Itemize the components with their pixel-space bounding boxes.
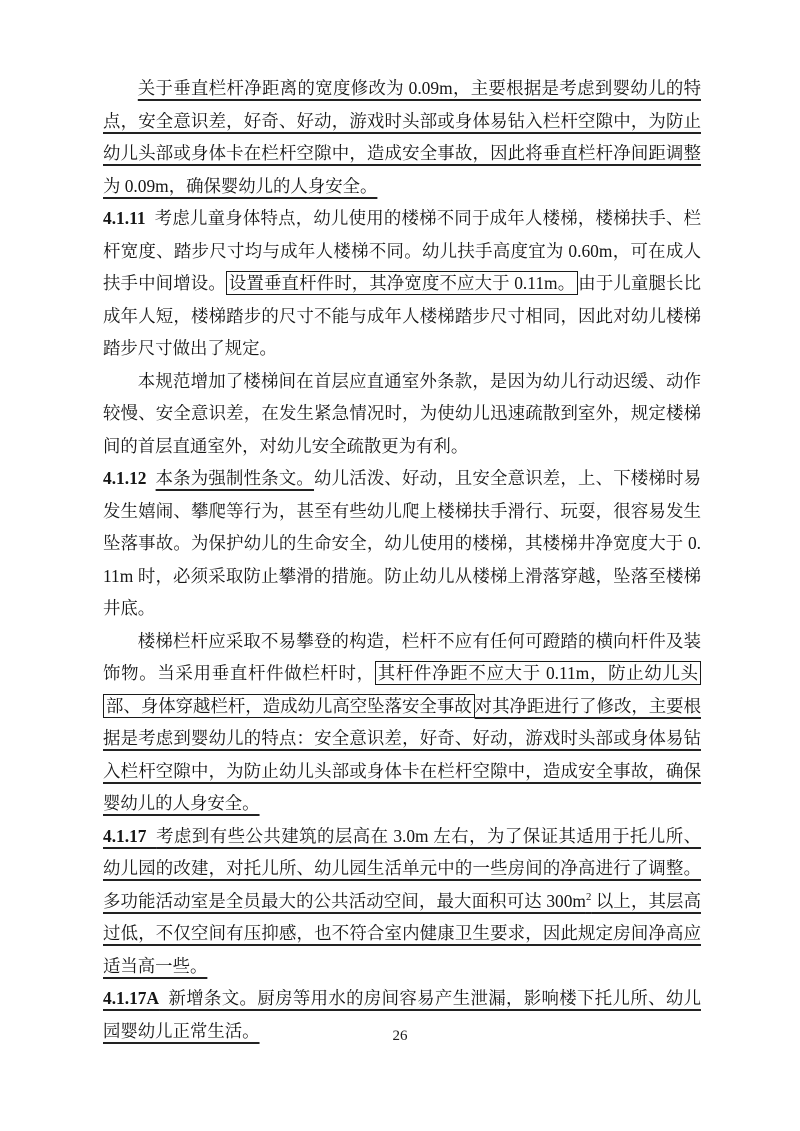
underlined-revision-text: 对其净距进行了修改，主要根据是考虑到婴幼儿的特点：安全意识差，好奇、好动，游戏时头部或身体易钻入栏杆空隙中，为防止幼儿头部或身体卡在栏杆空隙中，造成安全事故，确保婴幼儿的人身安全。 (103, 695, 701, 813)
section-number-4-1-17a: 4.1.17A (103, 988, 160, 1008)
body-text: 楼梯栏杆应采取不易攀登的构造，栏杆不应有任何可蹬踏的横向杆件及装饰物。当采用垂直杆件做栏杆时， (103, 630, 701, 683)
paragraph-clause-4-1-12 (103, 462, 701, 625)
section-number-4-1-11: 4.1.11 (103, 208, 146, 228)
underlined-revision-text: 关于垂直栏杆净距离的宽度修改为 0.09m，主要根据是考虑到婴幼儿的特点，安全意识差，好奇、好动，游戏时头部或身体易钻入栏杆空隙中，为防止幼儿头部或身体卡在栏杆空隙中，造成安全事故，因此将垂直栏杆净间距调整为 0.09m，确保婴幼儿的人身安全。 (103, 78, 701, 196)
page-number: 26 (392, 1028, 408, 1044)
section-number-4-1-12: 4.1.12 (103, 468, 147, 488)
paragraph-clause-4-1-11 (103, 202, 701, 365)
boxed-provision-stair-width: 设置垂直杆件时，其净宽度不应大于 0.11m。 (226, 271, 578, 295)
page-body (103, 72, 701, 1047)
paragraph-clause-4-1-17 (103, 820, 701, 983)
underlined-clause-text: 考虑到有些公共建筑的层高在 3.0m 左右，为了保证其适用于托儿所、幼儿园的改建，对托儿所、幼儿园生活单元中的一些房间的净高进行了调整。多功能活动室是全员最大的公共活动空间，最大面积可达 300m (103, 825, 702, 911)
boxed-provision-railing-gap: 其杆件净距不应大于 0.11m，防止幼儿头部、身体穿越栏杆，造成幼儿高空坠落安全事故 (103, 661, 701, 718)
page-footer (0, 1026, 800, 1046)
superscript-square-meters: 2 (585, 890, 592, 903)
underlined-clause-text: 以上，其层高过低，不仅空间有压抑感，也不符合室内健康卫生要求，因此规定房间净高应适当高一些。 (103, 890, 701, 976)
underlined-clause-text: 新增条文。厨房等用水的房间容易产生泄漏，影响楼下托儿所、幼儿园婴幼儿正常生活。 (103, 988, 701, 1041)
paragraph-stairwell-exit-note (103, 365, 701, 463)
clause-body-text: 考虑儿童身体特点，幼儿使用的楼梯不同于成年人楼梯，楼梯扶手、栏杆宽度、踏步尺寸均与成年人楼梯不同。幼儿扶手高度宜为 0.60m，可在成人扶手中间增设。 (103, 208, 701, 293)
clause-body-text: 由于儿童腿长比成年人短，楼梯踏步的尺寸不能与成年人楼梯踏步尺寸相同，因此对幼儿楼梯踏步尺寸做出了规定。 (103, 273, 701, 358)
paragraph-railing-construction-note (103, 625, 701, 820)
section-number-4-1-17: 4.1.17 (103, 825, 147, 846)
underlined-mandatory-note: 本条为强制性条文。 (155, 468, 315, 488)
clause-body-text: 幼儿活泼、好动，且安全意识差，上、下楼梯时易发生嬉闹、攀爬等行为，甚至有些幼儿爬上楼梯扶手滑行、玩耍，很容易发生坠落事故。为保护幼儿的生命安全，幼儿使用的楼梯，其楼梯井净宽度大于 0.11m 时，必须采取防止攀滑的措施。防止幼儿从楼梯上滑落穿越，坠落至楼梯井底。 (103, 468, 701, 618)
body-text: 本规范增加了楼梯间在首层应直通室外条款，是因为幼儿行动迟缓、动作较慢、安全意识差，在发生紧急情况时，为使幼儿迅速疏散到室外，规定楼梯间的首层直通室外，对幼儿安全疏散更为有利。 (103, 370, 701, 456)
paragraph-revision-note-railing (103, 72, 701, 202)
